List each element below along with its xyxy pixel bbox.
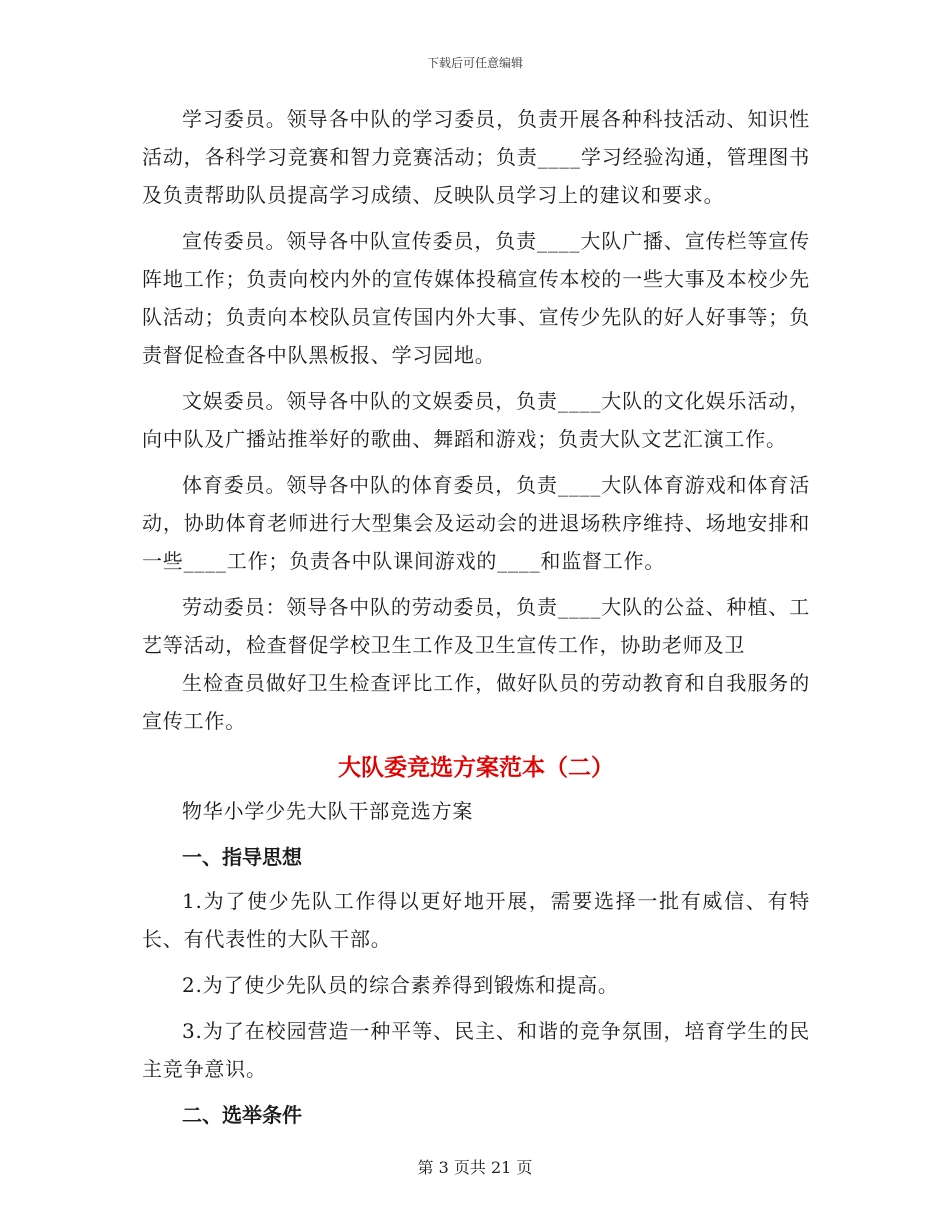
- page-number: 第 3 页共 21 页: [417, 1158, 533, 1177]
- paragraph-plan-name: 物华小学少先大队干部竞选方案: [182, 799, 474, 823]
- header-note: 下载后可任意编辑: [426, 56, 523, 70]
- paragraph-entertainment-committee: 文娱委员。领导各中队的文娱委员，负责____大队的文化娱乐活动，向中队及广播站推举好的歌曲、舞蹈和游戏；负责大队文艺汇演工作。: [142, 389, 810, 451]
- paragraph-point-3: 3.为了在校园营造一种平等、民主、和谐的竞争氛围，培育学生的民主竞争意识。: [142, 1019, 810, 1081]
- section-title: 大队委竞选方案范本（二）: [338, 755, 614, 781]
- paragraph-point-2: 2.为了使少先队员的综合素养得到锻炼和提高。: [182, 973, 619, 997]
- paragraph-study-committee: 学习委员。领导各中队的学习委员，负责开展各种科技活动、知识性活动，各科学习竞赛和智力竞赛活动；负责____学习经验沟通，管理图书及负责帮助队员提高学习成绩、反映队员学习上的建议和要求。: [142, 107, 810, 207]
- paragraph-labor-committee: 劳动委员：领导各中队的劳动委员，负责____大队的公益、种植、工艺等活动，检查督促学校卫生工作及卫生宣传工作，协助老师及卫: [142, 595, 810, 657]
- paragraph-point-1: 1.为了使少先队工作得以更好地开展，需要选择一批有威信、有特长、有代表性的大队干部。: [142, 889, 810, 951]
- paragraph-publicity-committee: 宣传委员。领导各中队宣传委员，负责____大队广播、宣传栏等宣传阵地工作；负责向校内外的宣传媒体投稿宣传本校的一些大事及本校少先队活动；负责向本校队员宣传国内外大事、宣传少先队的好人好事等；负责督促检查各中队黑板报、学习园地。: [142, 229, 810, 367]
- paragraph-sports-committee: 体育委员。领导各中队的体育委员，负责____大队体育游戏和体育活动，协助体育老师进行大型集会及运动会的进退场秩序维持、场地安排和一些____工作；负责各中队课间游戏的____和监督工作。: [142, 473, 810, 573]
- heading-guiding-ideology: 一、指导思想: [182, 845, 302, 869]
- heading-election-conditions: 二、选举条件: [182, 1103, 302, 1127]
- paragraph-labor-committee-continued: 生检查员做好卫生检查评比工作，做好队员的劳动教育和自我服务的宣传工作。: [142, 671, 810, 733]
- document-body: [142, 100, 810, 1140]
